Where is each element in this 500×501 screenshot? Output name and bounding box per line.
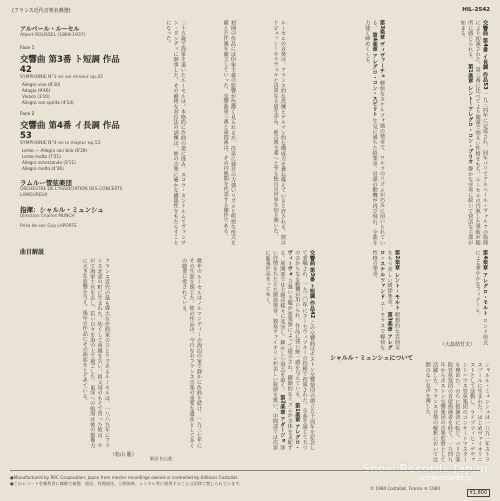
watermark-text: Snow Records.Japan	[362, 462, 488, 475]
sym4-mvt1-heading: 第1楽章 レント～アレグロ・コン・ブリオ	[467, 63, 474, 165]
essay-author: （松山 龍）	[110, 452, 137, 458]
sym4-mvt3-text: ユーモラスで軽快な性格の楽章。	[371, 250, 386, 350]
sym3-mvt3-heading: 第3楽章 ヴィヴァーチェ	[379, 20, 385, 79]
work-2-mvt: Lento molto (7'21)	[22, 154, 61, 159]
sym4-notes-column-2	[320, 250, 400, 350]
work-1-mvt: Adagio (9'46)	[22, 88, 51, 93]
footer-manufacture-note: ●Manufactured by RVC Corporation, Japan from master recordings owned or controlled by Editions Costallat.	[10, 475, 239, 480]
bio-column	[325, 362, 490, 462]
liner-credit: 解説 松山龍	[150, 456, 173, 461]
sym3-mvt4-text: 生気に満ちた終楽章。冒頭の動機が再び現れ、全曲を力強く締めくくる。	[364, 20, 378, 245]
sym4-notes-column-3	[403, 250, 488, 345]
composer-name: アルベール・ルーセル	[20, 26, 80, 33]
work-2-title-en: SYMPHONIE N°4 en la majeur op.53	[20, 141, 101, 146]
conductor-name: 指揮：シャルル・ミュンシュ	[20, 206, 104, 214]
sym4-mvt4-heading: 第4楽章 アレグロ・モルト	[482, 250, 488, 317]
intro-text-column	[188, 20, 236, 245]
bio-text: シャルル・ミュンシュは一八九一年ストラスブールに生まれた。はじめヴァイオリニストとして活動し、ライプツィヒ・ゲヴァントハウス管弦楽団のコンサートマスターを務めた。のちに指揮者に転じ、パリ音楽院管弦楽団の首席指揮者を経て、一九四九年からボストン交響楽団の音楽監督として活躍した。フランス音楽の解釈において比類のない名声を博した。	[424, 362, 490, 462]
sym4-notes-column	[388, 20, 488, 245]
intro-text-column	[238, 20, 286, 245]
notes-author: （大島幼竹夫）	[440, 342, 476, 348]
sym3-mvt1-text: 力強い主題が弦楽器によって提示され、躍動的なリズムが全体を支配する。展開部では主題が様々に変容し、輝かしい頂点を築く。	[279, 250, 293, 450]
footer-copyright-warning: ●このレコードを権利者に無断で複製、放送、有線放送、公開演奏、レンタル等に使用することは法律で禁じられています。	[10, 480, 244, 486]
footer	[10, 470, 480, 492]
work-1-title-en: SYMPHONIE N°3 en sol mineur op.42	[20, 75, 103, 80]
orchestra-name: ラムルー管弦楽団	[20, 179, 72, 187]
essay-column	[20, 258, 110, 448]
intro-text-column	[138, 20, 186, 245]
recording-credit: Prise de son Guy LAPORTE	[20, 224, 77, 229]
sym4-mvt3-heading: 第3楽章 アレグロ・スケルツァンド	[379, 250, 393, 350]
work-1-mvt: Vivace (3'10)	[22, 94, 50, 99]
work-2-title: 交響曲 第4番 イ長調 作品53	[20, 121, 120, 141]
sym4-heading: 交響曲 第4番 イ長調 作品53	[482, 20, 488, 90]
work-1-mvt: Allegro vivo (6'30)	[22, 82, 61, 87]
sym3-heading: 交響曲 第3番 ト短調 作品42	[309, 250, 315, 319]
work-2-mvt: Allegro scherzando (3'11)	[22, 160, 76, 165]
intro-text: 二十五歳で海軍を退いたルーセルは、本格的に作曲の道に進み、スコラ・カントルムでヴァンサン・ダンディに師事した。その厳格な対位法の訓練は、彼の音楽に確かな構築性をもたらすことになった。	[165, 20, 186, 245]
essay-column	[112, 258, 202, 448]
essay-text: フランス近代の最も偉大な作曲家のひとりであるルーセルは、一八六九年にフランス北部の町に生まれた。幼くして両親を失い、祖父母のもとで育った彼は、やがて海軍士官を志し、若い日々を海の上で過ごした。東洋への航海は彼の想像力に大きな影響を与え、後年の作品にその面影をとどめている。	[81, 258, 110, 448]
sym4-text: 一九三四年に完成され、同年パリでアルベール・ヴォルフの指揮により初演された。第三番に比べてより簡潔で明るい性格をもち、ルーセルの円熟した筆致が随所に感じられる。	[467, 20, 488, 245]
essay-text: 晩年のルーセルはノルマンディーの海辺の家で静かに作曲を続け、一九三七年にその生涯を閉じた。彼の作品は、今日なおフランス音楽の重要な遺産として多くの聴衆に愛されている。	[181, 258, 202, 448]
sym4-mvt2-heading: 第2楽章 レント・モルト	[394, 250, 400, 311]
orchestra-name-en: ORCHESTRE DE L'ASSOCIATION DES CONCERTS LAMOUREUX	[20, 187, 123, 198]
series-note: (フランス近代音楽名盤選)	[12, 8, 71, 14]
sym3-notes-column	[205, 250, 315, 450]
program-block	[20, 24, 130, 229]
work-1-mvt: Allegro con spirito (4'14)	[22, 100, 74, 105]
catalog-number: HIL-2542	[462, 7, 490, 13]
bio-heading: シャルル・ミュンシュについて	[330, 355, 414, 362]
sym4-mvt2-text: 瞑想的な雰囲気をもつ美しい緩徐楽章。	[386, 250, 400, 350]
sym3-mvt4-heading: 第4楽章 アレグロ・コン・スピリト	[371, 32, 378, 117]
work-1-title: 交響曲 第3番 ト短調 作品42	[20, 55, 120, 75]
work-2-mvt: Allegro molto (4'26)	[22, 166, 64, 171]
sym3-mvt1-heading: 第1楽章 アレグロ・ヴィーヴォ	[286, 250, 301, 450]
intro-text: ルーセルの音楽は、フランス的な洗練とゲルマン的な構成力を兼ね備えていると評される。彼はドビュッシーやラヴェルとは異なる道を歩み、新古典主義へと至る独自の世界を切り開いた。	[272, 20, 286, 245]
sym3-mvt2-text: 深い抒情をたたえた緩徐楽章。独奏ヴァイオリンが美しい旋律を歌い、中間部では次第に緊張が高まってゆく。	[264, 250, 286, 450]
intro-text: 初期の作品には印象主義の影響が色濃く見られるが、次第に独自の力強いリズムと明快な形式を備えた作風を確立していった。交響曲第三番と第四番は、その円熟期を代表する傑作である。	[222, 20, 236, 245]
sym3-text: この交響曲はボストン交響楽団の創立五十周年を記念して委嘱され、一九三〇年にクーセヴィツキーの指揮で初演された。全曲を通じて五つの音からなる動機が用いられ、作品に強い統一感を与えている。	[294, 250, 315, 450]
conductor-name-en: Direction Charles MUNCH	[20, 214, 75, 219]
work-2-mvt: Lento — Allegro con brio (6'29)	[22, 148, 88, 153]
side-2-label: Face 2	[20, 112, 35, 117]
sym3-mvt3-text: 軽快なスケルツォ風の楽章で、ワルツのリズムが巧みに用いられている。	[371, 20, 385, 245]
essay-heading: 曲目解説	[20, 249, 45, 256]
sym3-mvt2-heading: 第2楽章 アダージョ	[279, 394, 286, 444]
watermark-url: snowrecords.jp	[419, 474, 472, 482]
composer-name-en: Albert ROUSSEL (1869-1937)	[20, 33, 86, 38]
price-tag: ¥1,800	[467, 489, 491, 497]
sym3-notes-column-2	[290, 20, 385, 245]
sym4-mvt1-text: 静かな序奏に続いて快活な主部が始まる。	[459, 20, 474, 245]
sym4-mvt4-text: ロンド形式による華やかなフィナーレ。	[474, 250, 488, 345]
footer-copyright: © 1984 Costallat, France ℗ 1984	[369, 486, 440, 491]
side-1-label: Face 1	[20, 46, 35, 51]
